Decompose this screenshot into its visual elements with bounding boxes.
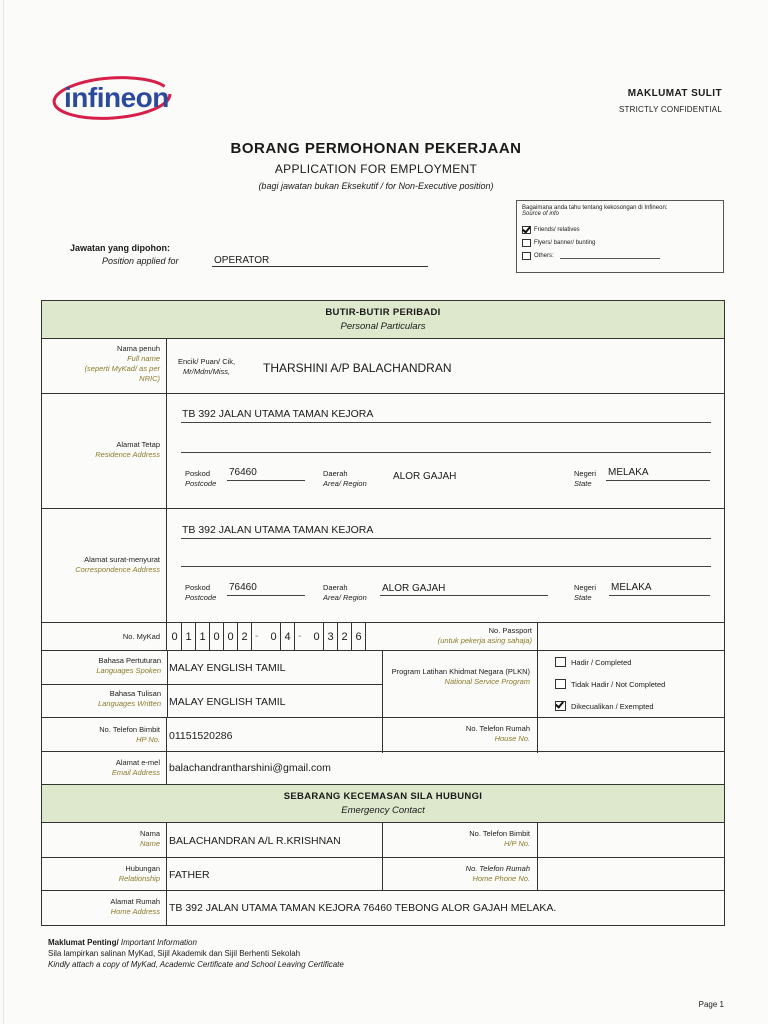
label-en: Area/ Region — [323, 593, 367, 602]
postcode-rule — [227, 595, 305, 596]
languages-spoken-label — [42, 656, 161, 676]
mykad-separator: - — [255, 631, 259, 642]
email-field[interactable]: balachandrantharshini@gmail.com — [169, 762, 331, 774]
label-en: Residence Address — [95, 450, 160, 459]
correspondence-area-label — [323, 583, 367, 603]
salutation — [178, 357, 235, 377]
correspondence-postcode-label — [185, 583, 216, 603]
residence-area-field[interactable]: ALOR GAJAH — [393, 471, 457, 482]
languages-written-label — [42, 689, 161, 709]
mykad-digit-cell[interactable]: 4 — [281, 623, 295, 651]
mykad-field[interactable] — [168, 623, 382, 651]
label-ms: No. Passport — [488, 626, 532, 635]
label-ms: Alamat e-mel — [115, 758, 160, 767]
position-field[interactable]: OPERATOR — [212, 255, 428, 267]
label-en: Full name — [127, 354, 160, 363]
correspondence-line1-field[interactable]: TB 392 JALAN UTAMA TAMAN KEJORA — [182, 524, 374, 536]
label-ms: Daerah — [323, 469, 348, 478]
label-en: State — [574, 593, 592, 602]
label-ms: No. Telefon Bimbit — [469, 829, 530, 838]
state-rule — [606, 480, 710, 481]
correspondence-state-field[interactable]: MELAKA — [611, 582, 652, 593]
mykad-digit-cell[interactable]: 6 — [352, 623, 366, 651]
house-divider — [537, 718, 538, 753]
nsp-label — [388, 667, 530, 687]
label-ms: Program Latihan Khidmat Negara (PLKN) — [391, 667, 530, 676]
label-en: Postcode — [185, 479, 217, 488]
label-ms: Alamat Tetap — [116, 440, 160, 449]
relationship-row — [42, 858, 724, 891]
residence-postcode-label — [185, 469, 216, 489]
info-line-ms: Sila lampirkan salinan MyKad, Sijil Akademik dan Sijil Berhenti Sekolah — [48, 949, 301, 958]
personal-header-en: Personal Particulars — [340, 321, 426, 332]
nsp-option-exempted[interactable] — [555, 701, 654, 711]
checkbox-completed[interactable] — [555, 657, 566, 667]
label-ms: Alamat Rumah — [110, 897, 160, 906]
confidential-en: STRICTLY CONFIDENTIAL — [618, 105, 722, 114]
correspondence-address-row — [42, 509, 724, 623]
mykad-digit-cell[interactable]: 0 — [310, 623, 324, 651]
label-en: HP No. — [136, 735, 160, 744]
nsp-option-completed[interactable] — [555, 657, 631, 667]
languages-block — [42, 651, 724, 717]
title-en: APPLICATION FOR EMPLOYMENT — [274, 162, 478, 176]
mykad-row — [42, 623, 724, 651]
mykad-digit-cell[interactable]: 0 — [267, 623, 281, 651]
label-en: Home Phone No. — [472, 874, 530, 883]
info-line-en: Kindly attach a copy of MyKad, Academic Certificate and School Leaving Certificate — [48, 960, 344, 969]
passport-label — [384, 626, 532, 646]
correspondence-state-label — [574, 583, 596, 603]
position-label-ms: Jawatan yang dipohon: — [70, 243, 171, 253]
salutation-ms: Encik/ Puan/ Cik, — [178, 357, 236, 366]
mykad-digit-cell[interactable]: 0 — [224, 623, 238, 651]
source-option-label: Friends/ relatives — [534, 227, 580, 233]
emergency-header-ms: SEBARANG KECEMASAN SILA HUBUNGI — [283, 791, 483, 802]
option-label: Dikecualikan / Exempted — [571, 701, 654, 711]
label-ms: No. Telefon Rumah — [465, 864, 530, 873]
correspondence-area-field[interactable]: ALOR GAJAH — [382, 583, 446, 594]
info-title-ms: Maklumat Penting/ — [48, 938, 119, 947]
source-info-box — [516, 200, 724, 273]
personal-header-ms: BUTIR-BUTIR PERIBADI — [325, 307, 441, 318]
residence-postcode-field[interactable]: 76460 — [229, 467, 257, 478]
source-question-ms: Bagaimana anda tahu tentang kekosongan di Infineon: — [522, 205, 668, 211]
label-en: Relationship — [118, 874, 160, 883]
mid-divider — [382, 823, 383, 858]
label-en: Languages Written — [98, 699, 161, 708]
mykad-digit-cell[interactable]: 3 — [324, 623, 338, 651]
emergency-hp-label — [388, 829, 530, 849]
label-ms: No. Telefon Bimbit — [99, 725, 160, 734]
languages-written-field[interactable]: MALAY ENGLISH TAMIL — [169, 696, 286, 708]
languages-divider — [42, 684, 383, 685]
emergency-name-field[interactable]: BALACHANDRAN A/L R.KRISHNAN — [169, 835, 341, 847]
label-note: (seperti MyKad/ as per NRIC) — [84, 364, 160, 383]
full-name-field[interactable]: THARSHINI A/P BALACHANDRAN — [263, 361, 452, 375]
mykad-separator: - — [298, 631, 302, 642]
label-ms: Alamat surat-menyurat — [84, 555, 160, 564]
full-name-label — [42, 339, 167, 393]
nsp-option-not-completed[interactable] — [555, 679, 665, 689]
checkbox-not-completed[interactable] — [555, 679, 566, 689]
salutation-en: Mr/Mdm/Miss, — [183, 367, 231, 376]
hp-divider — [537, 823, 538, 858]
correspondence-postcode-field[interactable]: 76460 — [229, 582, 257, 593]
infineon-logo — [50, 72, 180, 124]
source-option-flyers[interactable] — [522, 239, 718, 247]
label-en: Home Address — [110, 907, 160, 916]
page-number: Page 1 — [698, 1000, 724, 1009]
label-en: Languages Spoken — [96, 666, 161, 675]
residence-line2-rule — [181, 452, 711, 453]
source-option-others[interactable] — [522, 252, 718, 260]
source-question-en: Source of info — [522, 211, 560, 217]
title-note: (bagi jawatan bukan Eksekutif / for Non-Executive position) — [258, 181, 494, 191]
confidential-label — [619, 88, 722, 114]
home-address-field[interactable]: TB 392 JALAN UTAMA TAMAN KEJORA 76460 TEBONG ALOR GAJAH MELAKA. — [169, 902, 557, 914]
title-ms: BORANG PERMOHONAN PEKERJAAN — [230, 140, 522, 157]
checkbox-flyers[interactable] — [522, 239, 531, 247]
emergency-header — [42, 785, 724, 823]
option-label: Hadir / Completed — [571, 657, 632, 667]
logo-text: infineon — [64, 82, 169, 113]
mid-divider — [382, 858, 383, 891]
label-ms: Bahasa Pertuturan — [98, 656, 161, 665]
email-row — [42, 752, 724, 785]
postcode-rule — [227, 480, 305, 481]
label-ms: Nama — [139, 829, 160, 838]
label-ms: Negeri — [574, 583, 597, 592]
others-input-line[interactable] — [560, 253, 660, 259]
position-label-en: Position applied for — [102, 256, 179, 266]
personal-header — [42, 301, 724, 339]
relationship-field[interactable]: FATHER — [169, 869, 210, 881]
home-phone-label — [388, 864, 530, 884]
confidential-ms: MAKLUMAT SULIT — [627, 88, 722, 99]
label-en: Correspondence Address — [75, 565, 160, 574]
mykad-digit-cell[interactable]: 1 — [182, 623, 196, 651]
area-rule — [380, 595, 548, 596]
state-rule — [609, 595, 710, 596]
residence-state-field[interactable]: MELAKA — [608, 467, 649, 478]
home-divider — [537, 858, 538, 891]
full-name-row — [42, 339, 724, 394]
residence-line1-field[interactable]: TB 392 JALAN UTAMA TAMAN KEJORA — [182, 408, 374, 420]
mykad-digit-cell[interactable]: 2 — [338, 623, 352, 651]
house-phone-label — [388, 724, 530, 744]
checkbox-others[interactable] — [522, 252, 531, 260]
passport-divider — [537, 623, 538, 651]
label-ms: No. MyKad — [122, 632, 160, 641]
relationship-label — [42, 858, 167, 890]
correspondence-line2-rule — [181, 566, 711, 567]
mykad-digit-cell[interactable]: 0 — [168, 623, 182, 651]
languages-spoken-field[interactable]: MALAY ENGLISH TAMIL — [169, 662, 286, 674]
info-title-en: Important Information — [120, 938, 197, 947]
source-option-friends[interactable] — [522, 226, 718, 234]
residence-area-label — [323, 469, 367, 489]
source-option-label: Others: — [534, 253, 554, 259]
mykad-label — [42, 623, 167, 650]
label-en: H/P No. — [504, 839, 530, 848]
label-ms: Negeri — [574, 469, 597, 478]
emergency-name-label — [42, 823, 167, 857]
label-ms: Hubungan — [125, 864, 160, 873]
mid-divider — [382, 718, 383, 753]
residence-state-label — [574, 469, 596, 489]
residence-address-row — [42, 394, 724, 509]
checkbox-exempted[interactable] — [555, 701, 566, 711]
email-label — [42, 752, 167, 784]
hp-field[interactable]: 01151520286 — [169, 730, 233, 742]
home-address-row — [42, 891, 724, 926]
residence-label — [42, 394, 167, 508]
label-ms: No. Telefon Rumah — [465, 724, 530, 733]
label-ms: Daerah — [323, 583, 348, 592]
label-en: (untuk pekerja asing sahaja) — [437, 636, 532, 645]
mykad-digit-cell[interactable]: 0 — [210, 623, 224, 651]
hp-label — [42, 718, 167, 751]
label-ms: Bahasa Tulisan — [109, 689, 161, 698]
important-info — [48, 937, 344, 970]
checkbox-friends[interactable] — [522, 226, 531, 234]
phone-row — [42, 717, 724, 752]
position-label — [60, 243, 179, 266]
mykad-digit-cell[interactable]: 1 — [196, 623, 210, 651]
source-option-label: Flyers/ banner/ bunting — [534, 240, 596, 246]
mykad-digit-cell[interactable]: 2 — [238, 623, 252, 651]
correspondence-line1-rule — [181, 538, 711, 539]
nsp-divider — [537, 651, 538, 717]
label-en: Postcode — [185, 593, 217, 602]
home-address-label — [42, 891, 167, 926]
correspondence-label — [42, 509, 167, 622]
label-en: Area/ Region — [323, 479, 367, 488]
label-en: House No. — [494, 734, 530, 743]
emergency-name-row — [42, 823, 724, 858]
label-ms: Poskod — [185, 469, 211, 478]
label-ms: Nama penuh — [117, 344, 160, 353]
label-en: National Service Program — [444, 677, 530, 686]
label-en: Email Address — [111, 768, 160, 777]
personal-particulars-table — [41, 300, 725, 926]
label-en: Name — [139, 839, 160, 848]
emergency-header-en: Emergency Contact — [341, 805, 425, 816]
residence-line1-rule — [181, 422, 711, 423]
label-ms: Poskod — [185, 583, 211, 592]
label-en: State — [574, 479, 592, 488]
option-label: Tidak Hadir / Not Completed — [571, 679, 666, 689]
